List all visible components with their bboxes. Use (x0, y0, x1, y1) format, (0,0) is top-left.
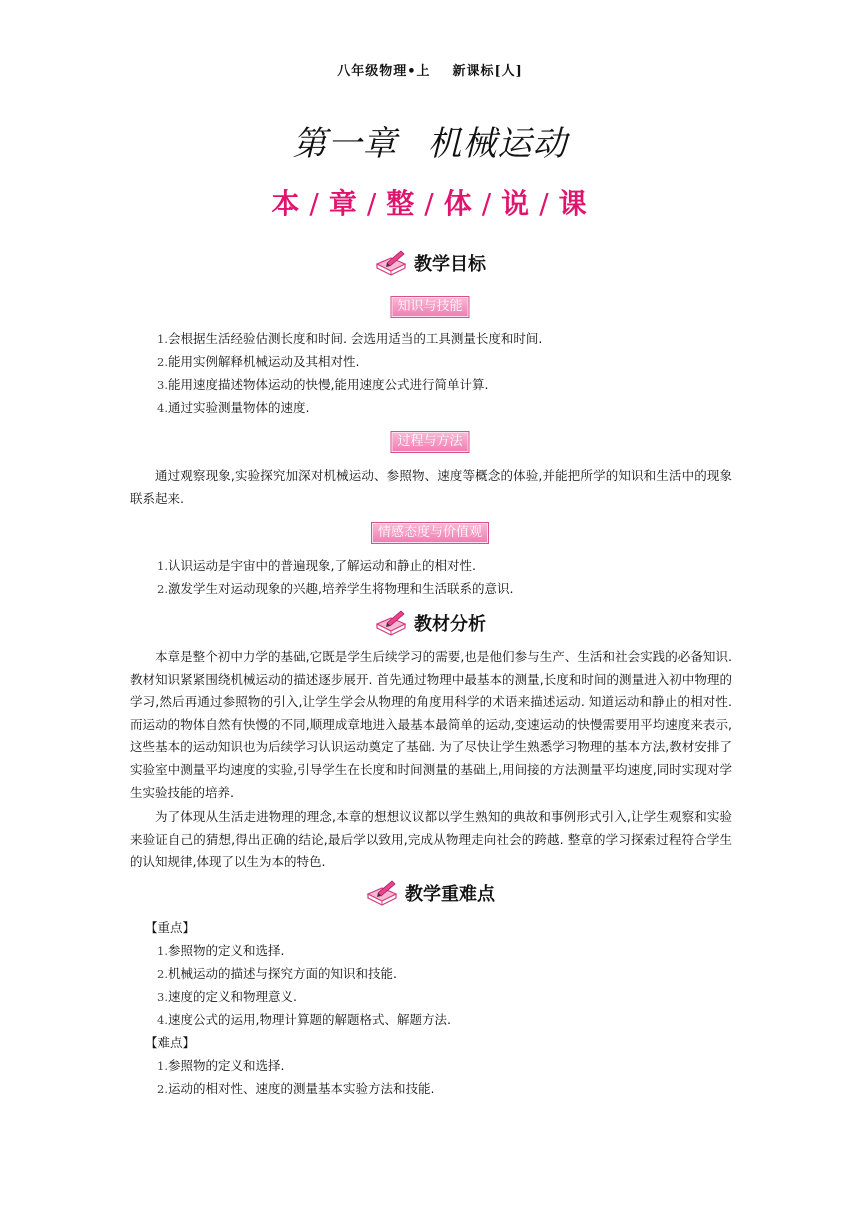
section-title: 教学目标 (414, 254, 486, 275)
item-number: 2. (157, 582, 168, 596)
book-pen-icon (374, 248, 408, 278)
item-text: 参照物的定义和选择. (167, 1058, 285, 1073)
chapter-title (0, 116, 860, 165)
section-heading-analysis (0, 608, 860, 638)
item-number: 1. (157, 944, 168, 958)
header-edition: 新课标[人] (452, 64, 523, 79)
item-text: 速度公式的运用,物理计算题的解题格式、解题方法. (167, 1012, 451, 1027)
running-header (0, 60, 860, 79)
list-item (157, 940, 284, 962)
list-item (157, 1055, 284, 1077)
item-text: 会根据生活经验估测长度和时间. 会选用适当的工具测量长度和时间. (167, 331, 543, 346)
section-heading-keypoints (0, 878, 860, 908)
item-number: 2. (157, 355, 168, 369)
list-item (157, 397, 309, 419)
chapter-number: 第一章 (292, 124, 398, 164)
subtitle-char: 说 (501, 187, 532, 220)
header-grade: 八年级物理•上 (337, 64, 431, 79)
section-title: 教学重难点 (405, 884, 495, 905)
subtitle-char: 本 (271, 187, 302, 220)
subtitle-char: 课 (558, 187, 589, 220)
item-text: 认识运动是宇宙中的普遍现象,了解运动和静止的相对性. (167, 558, 476, 573)
subtitle-separator: / (539, 187, 551, 220)
list-item (157, 351, 359, 373)
subtitle-char: 章 (328, 187, 359, 220)
item-text: 能用速度描述物体运动的快慢,能用速度公式进行简单计算. (167, 377, 489, 392)
item-number: 1. (157, 559, 168, 573)
book-pen-icon (374, 608, 408, 638)
subtitle-separator: / (309, 187, 321, 220)
chapter-name: 机械运动 (427, 124, 568, 164)
subtitle-char: 体 (443, 187, 474, 220)
subtitle-separator: / (481, 187, 494, 220)
section-title: 教材分析 (414, 614, 486, 635)
list-item (157, 1078, 434, 1100)
tag-emotion-values: 情感态度与价值观 (371, 522, 489, 544)
list-item (157, 963, 397, 985)
book-pen-icon (365, 878, 399, 908)
tag-process-methods: 过程与方法 (390, 431, 469, 453)
item-number: 2. (157, 967, 168, 981)
subtitle-separator: / (366, 187, 379, 220)
item-text: 能用实例解释机械运动及其相对性. (167, 354, 360, 369)
tag-knowledge-skills: 知识与技能 (390, 296, 469, 318)
list-item (157, 374, 488, 396)
process-paragraph: 通过观察现象,实验探究加深对机械运动、参照物、速度等概念的体验,并能把所学的知识和生活中的现象联系起来. (130, 468, 732, 506)
key-label: 【重点】 (145, 920, 196, 935)
chapter-subtitle (0, 182, 860, 222)
analysis-paragraph: 本章是整个初中力学的基础,它既是学生后续学习的需要,也是他们参与生产、生活和社会实践的必备知识. 教材知识紧紧围绕机械运动的描述逐步展开. 首先通过物理中最基本的测量,长度和时间的测量进入初中物理的学习,然后再通过参照物的引入,让学生学会从物理的角度用科学的术语来描述运动. 知道运动和静止的相对性. 而运动的物体自然有快慢的不同,顺理成章地进入最基本最简单的运动,变速运动的快慢需要用平均速度来表示,这些基本的运动知识也为后续学习认识运动奠定了基础. 为了尽快让学生熟悉学习物理的基本方法,教材安排了实验室中测量平均速度的实验,引导学生在长度和时间测量的基础上,用间接的方法测量平均速度,同时实现对学生实验技能的培养. (130, 649, 732, 800)
subtitle-char: 整 (386, 187, 417, 220)
item-number: 2. (157, 1082, 168, 1096)
item-text: 参照物的定义和选择. (167, 943, 285, 958)
item-number: 1. (157, 1059, 168, 1073)
item-text: 激发学生对运动现象的兴趣,培养学生将物理和生活联系的意识. (167, 581, 514, 596)
list-item (157, 328, 542, 350)
item-text: 机械运动的描述与探究方面的知识和技能. (167, 966, 397, 981)
item-number: 4. (157, 1013, 168, 1027)
item-number: 4. (157, 401, 168, 415)
item-number: 3. (157, 990, 168, 1004)
item-text: 通过实验测量物体的速度. (167, 400, 310, 415)
list-item (157, 578, 513, 600)
subtitle-separator: / (424, 187, 436, 220)
analysis-paragraph: 为了体现从生活走进物理的理念,本章的想想议议都以学生熟知的典故和事例形式引入,让学生观察和实验来验证自己的猜想,得出正确的结论,最后学以致用,完成从物理走向社会的跨越. 整章的学习探索过程符合学生的认知规律,体现了以生为本的特色. (130, 809, 732, 870)
list-item (157, 555, 476, 577)
list-item (157, 1009, 451, 1031)
section-heading-goals (0, 248, 860, 278)
item-text: 速度的定义和物理意义. (167, 989, 297, 1004)
item-text: 运动的相对性、速度的测量基本实验方法和技能. (167, 1081, 435, 1096)
list-item (157, 986, 297, 1008)
item-number: 3. (157, 378, 168, 392)
difficult-label: 【难点】 (145, 1035, 196, 1050)
item-number: 1. (157, 332, 168, 346)
